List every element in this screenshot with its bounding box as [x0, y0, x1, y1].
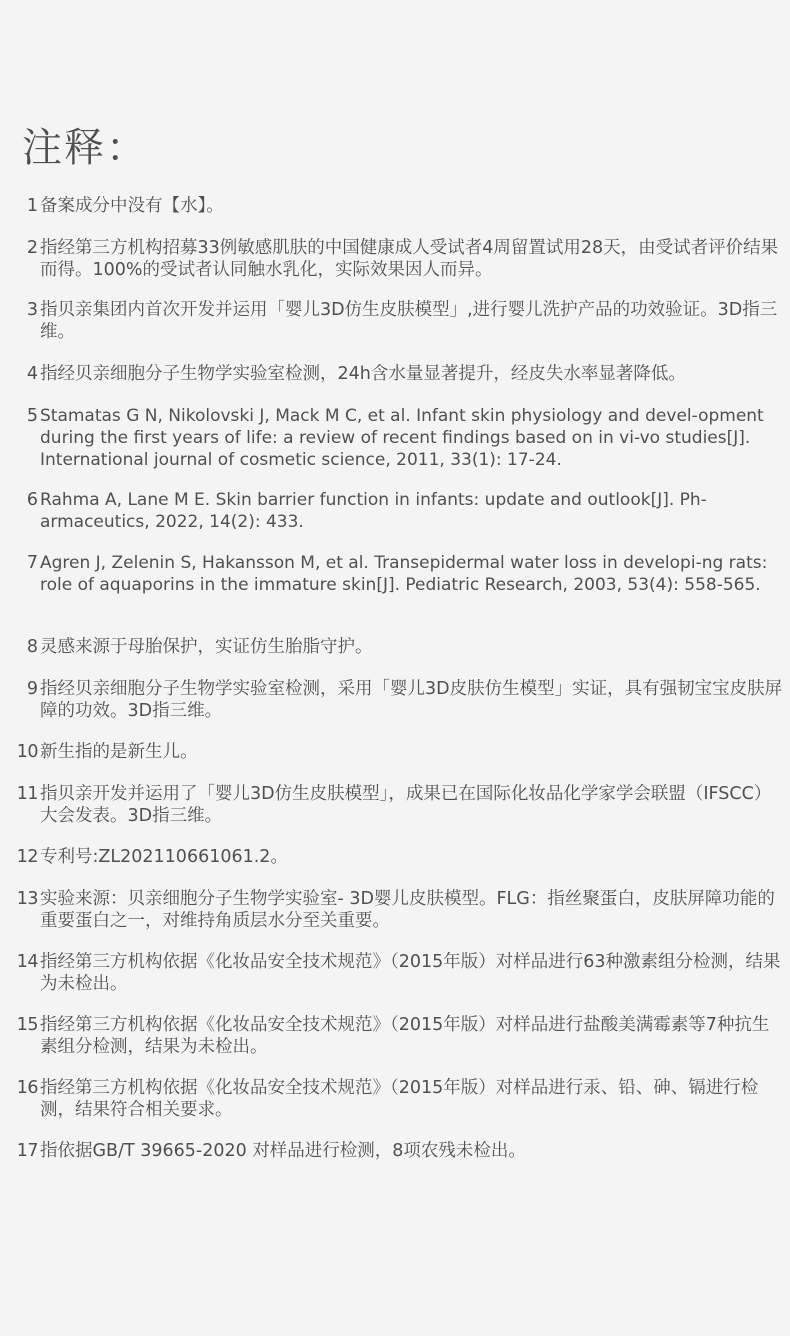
- note-number: 15: [16, 1015, 38, 1035]
- note-text: 指经第三方机构依据《化妆品安全技术规范》（2015年版）对样品进行汞、铅、砷、镉进行检测，结果符合相关要求。: [40, 1078, 759, 1120]
- note-text: 指经贝亲细胞分子生物学实验室检测，24h含水量显著提升，经皮失水率显著降低。: [40, 364, 686, 384]
- note-item: [14, 405, 786, 471]
- note-item: [14, 363, 786, 385]
- note-text: 指经第三方机构依据《化妆品安全技术规范》（2015年版）对样品进行63种激素组分检测，结果为未检出。: [40, 952, 781, 994]
- note-text: 指经贝亲细胞分子生物学实验室检测，采用「婴儿3D皮肤仿生模型」实证，具有强韧宝宝皮肤屏障的功效。3D指三维。: [40, 679, 783, 721]
- note-text: 指依据GB/T 39665-2020 对样品进行检测，8项农残未检出。: [40, 1141, 526, 1161]
- note-number: 16: [16, 1078, 38, 1098]
- note-text: Agren J, Zelenin S, Hakansson M, et al. Transepidermal water loss in developi-ng rats: role of aquaporins in the immature skin[J]. Pediatric Research, 2003, 53(4): 558-565.: [40, 553, 768, 595]
- note-number: 1: [26, 196, 38, 216]
- note-number: 17: [16, 1141, 38, 1161]
- note-item: [14, 1014, 786, 1058]
- note-item: [14, 783, 786, 827]
- note-item: [14, 195, 786, 217]
- note-number: 12: [16, 847, 38, 867]
- note-item: [14, 636, 786, 658]
- note-text: 备案成分中没有【水】。: [40, 196, 224, 216]
- note-text: 新生指的是新生儿。: [40, 742, 198, 762]
- note-number: 8: [26, 637, 38, 657]
- page-title: 注释：: [22, 125, 148, 171]
- note-item: [14, 951, 786, 995]
- note-text: Rahma A, Lane M E. Skin barrier function in infants: update and outlook[J]. Ph-armaceutics, 2022, 14(2): 433.: [40, 490, 707, 532]
- note-item: [14, 741, 786, 763]
- note-number: 7: [26, 553, 38, 573]
- note-number: 2: [26, 238, 38, 258]
- note-text: 指贝亲集团内首次开发并运用「婴儿3D仿生皮肤模型」,进行婴儿洗护产品的功效验证。3D指三维。: [40, 300, 778, 342]
- note-number: 14: [16, 952, 38, 972]
- note-text: 指贝亲开发并运用了「婴儿3D仿生皮肤模型」，成果已在国际化妆品化学家学会联盟（IFSCC）大会发表。3D指三维。: [40, 784, 772, 826]
- note-text: 灵感来源于母胎保护，实证仿生胎脂守护。: [40, 637, 373, 657]
- note-number: 5: [26, 406, 38, 426]
- note-item: [14, 1140, 786, 1162]
- note-item: [14, 489, 786, 533]
- note-number: 9: [26, 679, 38, 699]
- note-text: 实验来源：贝亲细胞分子生物学实验室- 3D婴儿皮肤模型。FLG：指丝聚蛋白，皮肤屏障功能的重要蛋白之一，对维持角质层水分至关重要。: [40, 889, 775, 931]
- note-number: 11: [16, 784, 38, 804]
- note-number: 13: [16, 889, 38, 909]
- note-number: 4: [26, 364, 38, 384]
- note-number: 6: [26, 490, 38, 510]
- note-text: 指经第三方机构招募33例敏感肌肤的中国健康成人受试者4周留置试用28天，由受试者评价结果而得。100%的受试者认同触水乳化，实际效果因人而异。: [40, 238, 779, 280]
- note-item: [14, 1077, 786, 1121]
- note-number: 3: [26, 300, 38, 320]
- note-text: Stamatas G N, Nikolovski J, Mack M C, et al. Infant skin physiology and devel-opment during the first years of life: a review of recent findings based on in vi-vo studies[J]. International journal of cosmetic science, 2011, 33(1): 17-24.: [40, 406, 764, 470]
- note-item: [14, 552, 786, 596]
- note-item: [14, 846, 786, 868]
- note-text: 指经第三方机构依据《化妆品安全技术规范》（2015年版）对样品进行盐酸美满霉素等7种抗生素组分检测，结果为未检出。: [40, 1015, 770, 1057]
- note-item: [14, 888, 786, 932]
- note-item: [14, 299, 786, 343]
- note-text: 专利号:ZL202110661061.2。: [40, 847, 288, 867]
- note-item: [14, 678, 786, 722]
- note-number: 10: [16, 742, 38, 762]
- note-item: [14, 237, 786, 281]
